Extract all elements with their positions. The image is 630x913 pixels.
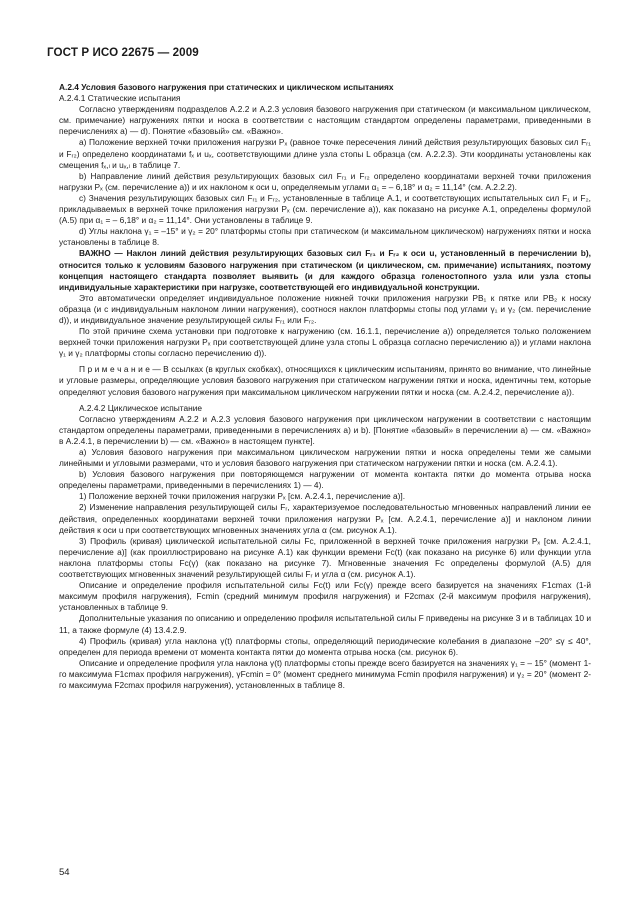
paragraph: Согласно утверждениям подразделов A.2.2 и A.2.3 условия базового нагружения при статическом (и максимальном циклическом, см. примечание) нагружениях пятки и носка в соответствии с настоящим стандартом определены параметрами, приведенными в перечислениях a) — d). Понятие «базовый» см. «Важно». xyxy=(59,104,591,137)
paragraph: c) Значения результирующих базовых сил Fᵣ₁ и Fᵣ₂, установленные в таблице A.1, и соответствующих испытательных сил F₁ и F₂, прикладываемых в верхней точке приложения нагрузки Pₓ (см. перечисление a)), как показано на рисунке A.1, определены формулой (A.5) при α₁ = – 6,18° и α₂ = 11,14°. Они установлены в таблице 9. xyxy=(59,192,591,226)
paragraph: Описание и определение профиля угла наклона γ(t) платформы стопы прежде всего базируется на значениях γ₁ = – 15° (момент 1-го максимума F1cmax профиля нагружения), γFcmin = 0° (момент среднего минимума Fcmin профиля нагружения) и γ₂ = 20° (момент 2-го максимума F2cmax профиля нагружения), установленных в таблице 8. xyxy=(59,657,591,690)
paragraph: 1) Положение верхней точки приложения нагрузки Pₓ [см. A.2.4.1, перечисление a)]. xyxy=(79,491,406,502)
paragraph: Согласно утверждениям A.2.2 и A.2.3 условия базового нагружения при циклическом нагружении в соответствии с настоящим стандартом определены параметрами, приведенными в перечислениях a) и b). [Понятие «базовый» в перечислении a) — см. «Важно» в A.2.4.1, в перечислении b) — см. «Важно» в настоящем пункте]. xyxy=(59,413,591,446)
document-body xyxy=(59,82,591,691)
paragraph: a) Условия базового нагружения при максимальном циклическом нагружении пятки и носка определены теми же самыми линейными и угловыми размерами, что и условия базового нагружения при статическом нагружении пятки и носка (см. A.2.4.1). xyxy=(59,447,591,469)
paragraph: 2) Изменение направления результирующей силы Fᵣ, характеризуемое последовательностью мгновенных направлений линии ее действия, определенных координатами верхней точки приложения нагрузки Pₓ [см. A.2.4.1, перечисление a)] и наклоном линии действия к оси u при соответствующих мгновенных значениях угла α (см. рисунок A.1). xyxy=(59,502,591,535)
page-number: 54 xyxy=(59,867,70,878)
paragraph: Описание и определение профиля испытательной силы Fᴄ(t) или Fᴄ(γ) прежде всего базируется на значениях F1cmax (1-й максимум профиля нагружения), Fcmin (средний минимум профиля нагружения) и F2cmax (2-й максимум профиля нагружения), установленных в таблице 9. xyxy=(59,580,591,613)
note: П р и м е ч а н и е — В ссылках (в круглых скобках), относящихся к циклическим испытаниям, принято во внимание, что линейные и угловые размеры, определяющие условия базового нагружения при статическом нагружении пятки и носка, идентичны тем, которые определяют условия базового нагружения при максимальном циклическом нагружении пятки и носка (см. A.2.4.2, перечисление a)). xyxy=(59,364,591,397)
subsection-title-static: A.2.4.1 Статические испытания xyxy=(59,93,181,104)
paragraph: b) Условия базового нагружения при повторяющемся нагружении от момента контакта пятки до момента отрыва носка определены параметрами, приведенными в перечислениях 1) — 4). xyxy=(59,469,591,491)
paragraph: b) Направление линий действия результирующих базовых сил Fᵣ₁ и Fᵣ₂ определено координатами верхней точки приложения нагрузки Pₓ (см. перечисление a)) и их наклоном к оси u, определяемым углами α₁ = – 6,18° и α₂ = 11,14° (см. A.2.2.2). xyxy=(59,170,591,192)
paragraph: Это автоматически определяет индивидуальное положение нижней точки приложения нагрузки PΒ₁ к пятке или PΒ₂ к носку образца (и с индивидуальным наклоном линии нагружения), соотнося наклон платформы стопы под углами γ₁ и γ₂ (см. перечисление d)), и индивидуальное значение результирующей силы Fᵣ₁ или Fᵣ₂. xyxy=(59,292,591,325)
paragraph: 3) Профиль (кривая) циклической испытательной силы Fᴄ, приложенной в верхней точке приложения нагрузки Pₓ [см. A.2.4.1, перечисление a)] (как проиллюстрировано на рисунке A.1) как функции времени Fᴄ(t) (как показано на рисунке 6) или функции угла наклона платформы стопы Fᴄ(γ) (как показано на рисунке 7). Мгновенные значения Fᴄ определены формулой (A.5) для соответствующих мгновенных значений результирующей силы Fᵣ и угла α (см. рисунок A.1). xyxy=(59,535,591,580)
section-title: A.2.4 Условия базового нагружения при статических и циклическом испытаниях xyxy=(59,82,394,92)
paragraph: Дополнительные указания по описанию и определению профиля испытательной силы F приведены на рисунке 3 и в таблицах 10 и 11, а также формуле (4) 13.4.2.9. xyxy=(59,613,591,635)
paragraph: a) Положение верхней точки приложения нагрузки Pₓ (равное точке пересечения линий действия результирующих базовых сил Fᵣ₁ и Fᵣ₂) определено координатами fₓ и uₓ, соответствующими длине узла стопы L образца (см. A.2.2.3). Эти координаты установлены как смещения fₓ,ₗ и uₓ,ₗ в таблице 7. xyxy=(59,137,591,170)
paragraph: d) Углы наклона γ₁ = –15° и γ₂ = 20° платформы стопы при статическом (и максимальном циклическом) нагружениях пятки и носка установлены в таблице 8. xyxy=(59,226,591,248)
paragraph: 4) Профиль (кривая) угла наклона γ(t) платформы стопы, определяющий периодические колебания в диапазоне –20° ≤γ ≤ 40°, определен для периода времени от момента контакта пятки до момента отрыва носка (см. рисунок 6). xyxy=(59,635,591,657)
subsection-title-cyclic: A.2.4.2 Циклическое испытание xyxy=(79,402,202,413)
page-header: ГОСТ Р ИСО 22675 — 2009 xyxy=(47,46,199,59)
paragraph: По этой причине схема установки при подготовке к нагружению (см. 16.1.1, перечисление a)) определяется только положением верхней точки приложения нагрузки Pₓ при соответствующей длине узла стопы L образца согласно перечислению a)) и углами наклона γ₁ и γ₂ платформы стопы согласно перечислению d)). xyxy=(59,326,591,359)
important-notice: ВАЖНО — Наклон линий действия результирующих базовых сил Fᵣ₁ и Fᵣ₂ к оси u, установленный в перечислении b), относится только к условиям базового нагружения при статическом (и циклическом, см. примечание) испытаниях, поэтому концепция настоящего стандарта позволяет выявить (и для каждого образца голеностопного узла или узла стопы индивидуальные характеристики при нагрузке, соответствующей его индивидуальной конструкции. xyxy=(59,248,591,292)
